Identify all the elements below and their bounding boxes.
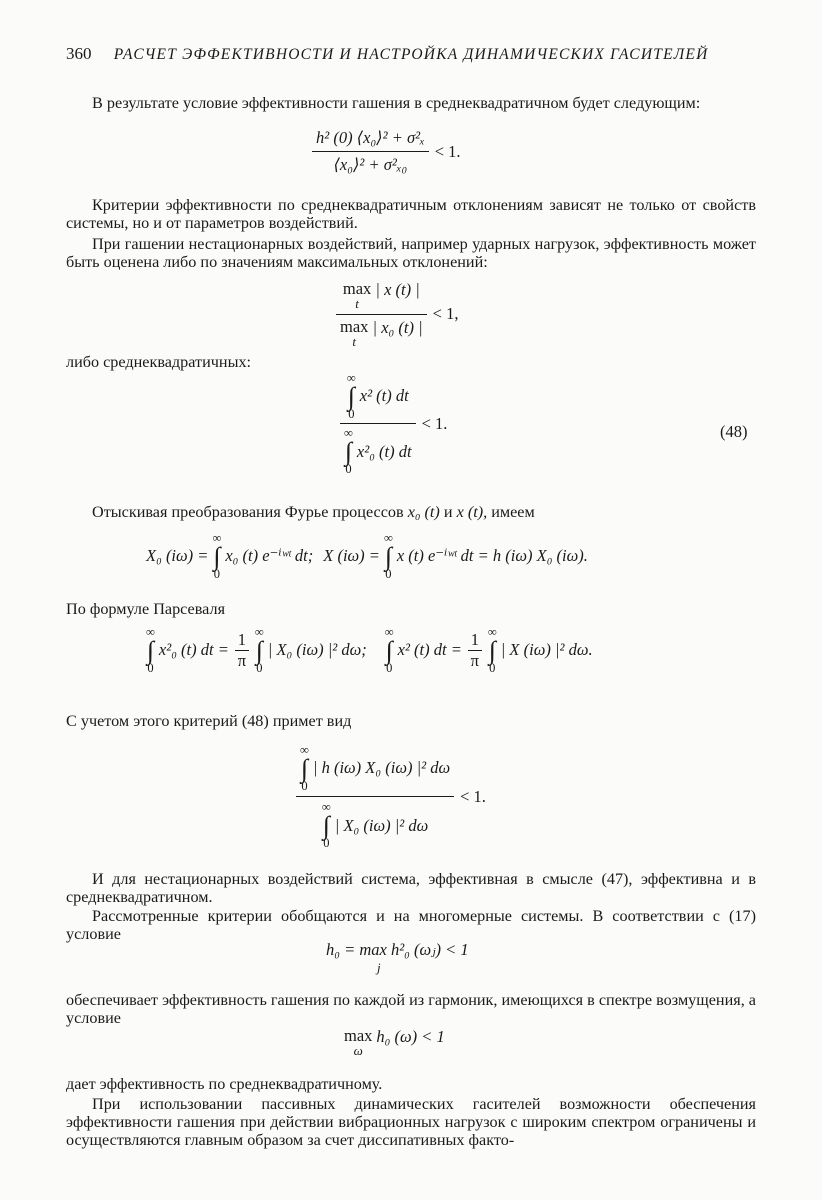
- eq1-denominator: ⟨x₀⟩² + σ²ₓ₀: [333, 155, 408, 174]
- integral-sign: ∫: [300, 753, 309, 783]
- paragraph-parseval: По формуле Парсеваля: [66, 600, 226, 618]
- eq5-under: j: [377, 960, 381, 975]
- eq4-numerator: | h (iω) X₀ (iω) |² dω: [312, 758, 451, 778]
- eq6-body: h₀ (ω) < 1: [376, 1027, 445, 1046]
- parseval-right-1: | X₀ (iω) |² dω;: [267, 640, 367, 660]
- fourier-X-body: x (t) e⁻ⁱʷᵗ dt = h (iω) X₀ (iω).: [396, 546, 588, 566]
- paragraph-nonstationary: При гашении нестационарных воздействий, например ударных нагрузок, эффективность может быть оценена либо по значениям максимальных отклонений:: [66, 235, 756, 271]
- fraction-bar: [340, 423, 416, 424]
- parseval-right-2: | X (iω) |² dω.: [500, 640, 593, 660]
- fourier-X-lhs: X (iω) =: [323, 546, 380, 566]
- running-header: [66, 44, 766, 64]
- fourier-X0-lhs: X₀ (iω) =: [146, 546, 209, 566]
- paragraph-harmonic-efficiency: обеспечивает эффективность гашения по каждой из гармоник, имеющихся в спектре возмущения, а условие: [66, 991, 756, 1027]
- fraction-bar: [312, 151, 429, 152]
- eq3-rhs: < 1.: [421, 413, 448, 433]
- eq5-body: h₀ = max h²₀ (ωⱼ) < 1: [326, 940, 469, 959]
- eq6-under: ω: [353, 1043, 363, 1059]
- eq2-num-max: max: [342, 279, 372, 298]
- equation-fourier-transforms: X₀ (iω) = ∞ ∫ 0 x₀ (t) e⁻ⁱʷᵗ dt; X (iω) = ∞ ∫ 0 x (t) e⁻ⁱʷᵗ dt = h (iω) X₀ (iω).: [146, 531, 588, 581]
- integral-lower: 0: [348, 406, 355, 421]
- integral-sign: ∫: [146, 635, 155, 665]
- eq2-num-under: t: [355, 296, 359, 312]
- eq2-den-max: max: [340, 316, 369, 336]
- x-of-t: x (t),: [456, 503, 488, 521]
- equation-max-omega: [344, 1027, 445, 1058]
- equation-harmonic-condition: [326, 940, 469, 960]
- fraction-bar: [296, 796, 454, 797]
- equation-48: [340, 372, 447, 476]
- paragraph-fourier: Отыскивая преобразования Фурье процессов x₀ (t) и x (t), имеем: [92, 503, 535, 521]
- eq3-numerator: x² (t) dt: [359, 386, 409, 406]
- paragraph-result-condition: В результате условие эффективности гашения в среднеквадратичном будет следующим:: [92, 94, 701, 112]
- integral-sign: ∫: [344, 436, 353, 466]
- paragraph-rms-label: либо среднеквадратичных:: [66, 353, 252, 371]
- eq1-numerator: h² (0) ⟨x₀⟩² + σ²ₓ: [316, 128, 425, 147]
- running-title: РАСЧЕТ ЭФФЕКТИВНОСТИ И НАСТРОЙКА ДИНАМИЧЕСКИХ ГАСИТЕЛЕЙ: [113, 46, 709, 63]
- equation-number-48: (48): [720, 422, 748, 441]
- paragraph-criteria-depend: Критерии эффективности по среднеквадратичным отклонениям зависят не только от свойств системы, но и от параметров воздействий.: [66, 196, 756, 232]
- equation-parseval: ∞ ∫ 0 x²₀ (t) dt = 1 π ∞ ∫ 0 | X₀ (iω) |² dω; ∞ ∫ 0 x² (t) dt = 1 π ∞ ∫ 0 | X (iω) |² dω.: [146, 625, 593, 675]
- integral-sign: ∫: [347, 381, 355, 411]
- integral-lower: 0: [345, 462, 352, 477]
- integral-sign: ∫: [213, 541, 221, 571]
- fraction-bar: [336, 314, 427, 315]
- eq6-max: max: [344, 1026, 373, 1045]
- paragraph-multidimensional: Рассмотренные критерии обобщаются и на многомерные системы. В соответствии с (17) условие: [66, 907, 756, 943]
- integral-sign: ∫: [322, 810, 330, 840]
- eq4-denominator: | X₀ (iω) |² dω: [334, 815, 429, 835]
- x0-of-t: x₀ (t): [407, 503, 440, 521]
- paragraph-criterion-form: С учетом этого критерий (48) примет вид: [66, 712, 352, 730]
- eq2-num-body: | x (t) |: [375, 280, 420, 299]
- equation-max-deviation: [336, 280, 458, 349]
- integral-sign: ∫: [488, 635, 496, 665]
- eq1-rhs: < 1.: [434, 141, 461, 161]
- eq2-rhs: < 1,: [432, 304, 459, 324]
- equation-rms-efficiency: [312, 128, 461, 175]
- integral-sign: ∫: [385, 635, 393, 665]
- eq2-den-under: t: [352, 334, 357, 350]
- fourier-X0-body: x₀ (t) e⁻ⁱʷᵗ dt;: [225, 546, 314, 566]
- paragraph-rms-efficiency: дает эффективность по среднеквадратичному.: [66, 1075, 383, 1093]
- equation-criterion-final: ∞ ∫ 0 | h (iω) X₀ (iω) |² dω ∞ ∫ 0 | X₀ (iω) |² dω < 1.: [296, 744, 486, 850]
- paragraph-nonstationary-effective: И для нестационарных воздействий система, эффективная в смысле (47), эффективна и в среднеквадратичном.: [66, 870, 756, 906]
- integral-upper: ∞: [344, 426, 353, 441]
- parseval-left-2: x² (t) dt =: [397, 640, 462, 660]
- paragraph-passive-absorbers: При использовании пассивных динамических гасителей возможности обеспечения эффективности гашения при действии вибрационных нагрузок с широким спектром ограничены и осуществляются главным образом за счет диссипативных факто-: [66, 1095, 756, 1149]
- integral-upper: ∞: [346, 371, 356, 385]
- eq3-denominator: x²₀ (t) dt: [356, 441, 412, 461]
- eq4-rhs: < 1.: [460, 786, 486, 806]
- parseval-left-1: x²₀ (t) dt =: [158, 640, 229, 660]
- page-number: 360: [66, 44, 92, 63]
- integral-sign: ∫: [255, 635, 263, 665]
- eq2-den-body: | x₀ (t) |: [372, 317, 423, 337]
- integral-sign: ∫: [384, 541, 392, 571]
